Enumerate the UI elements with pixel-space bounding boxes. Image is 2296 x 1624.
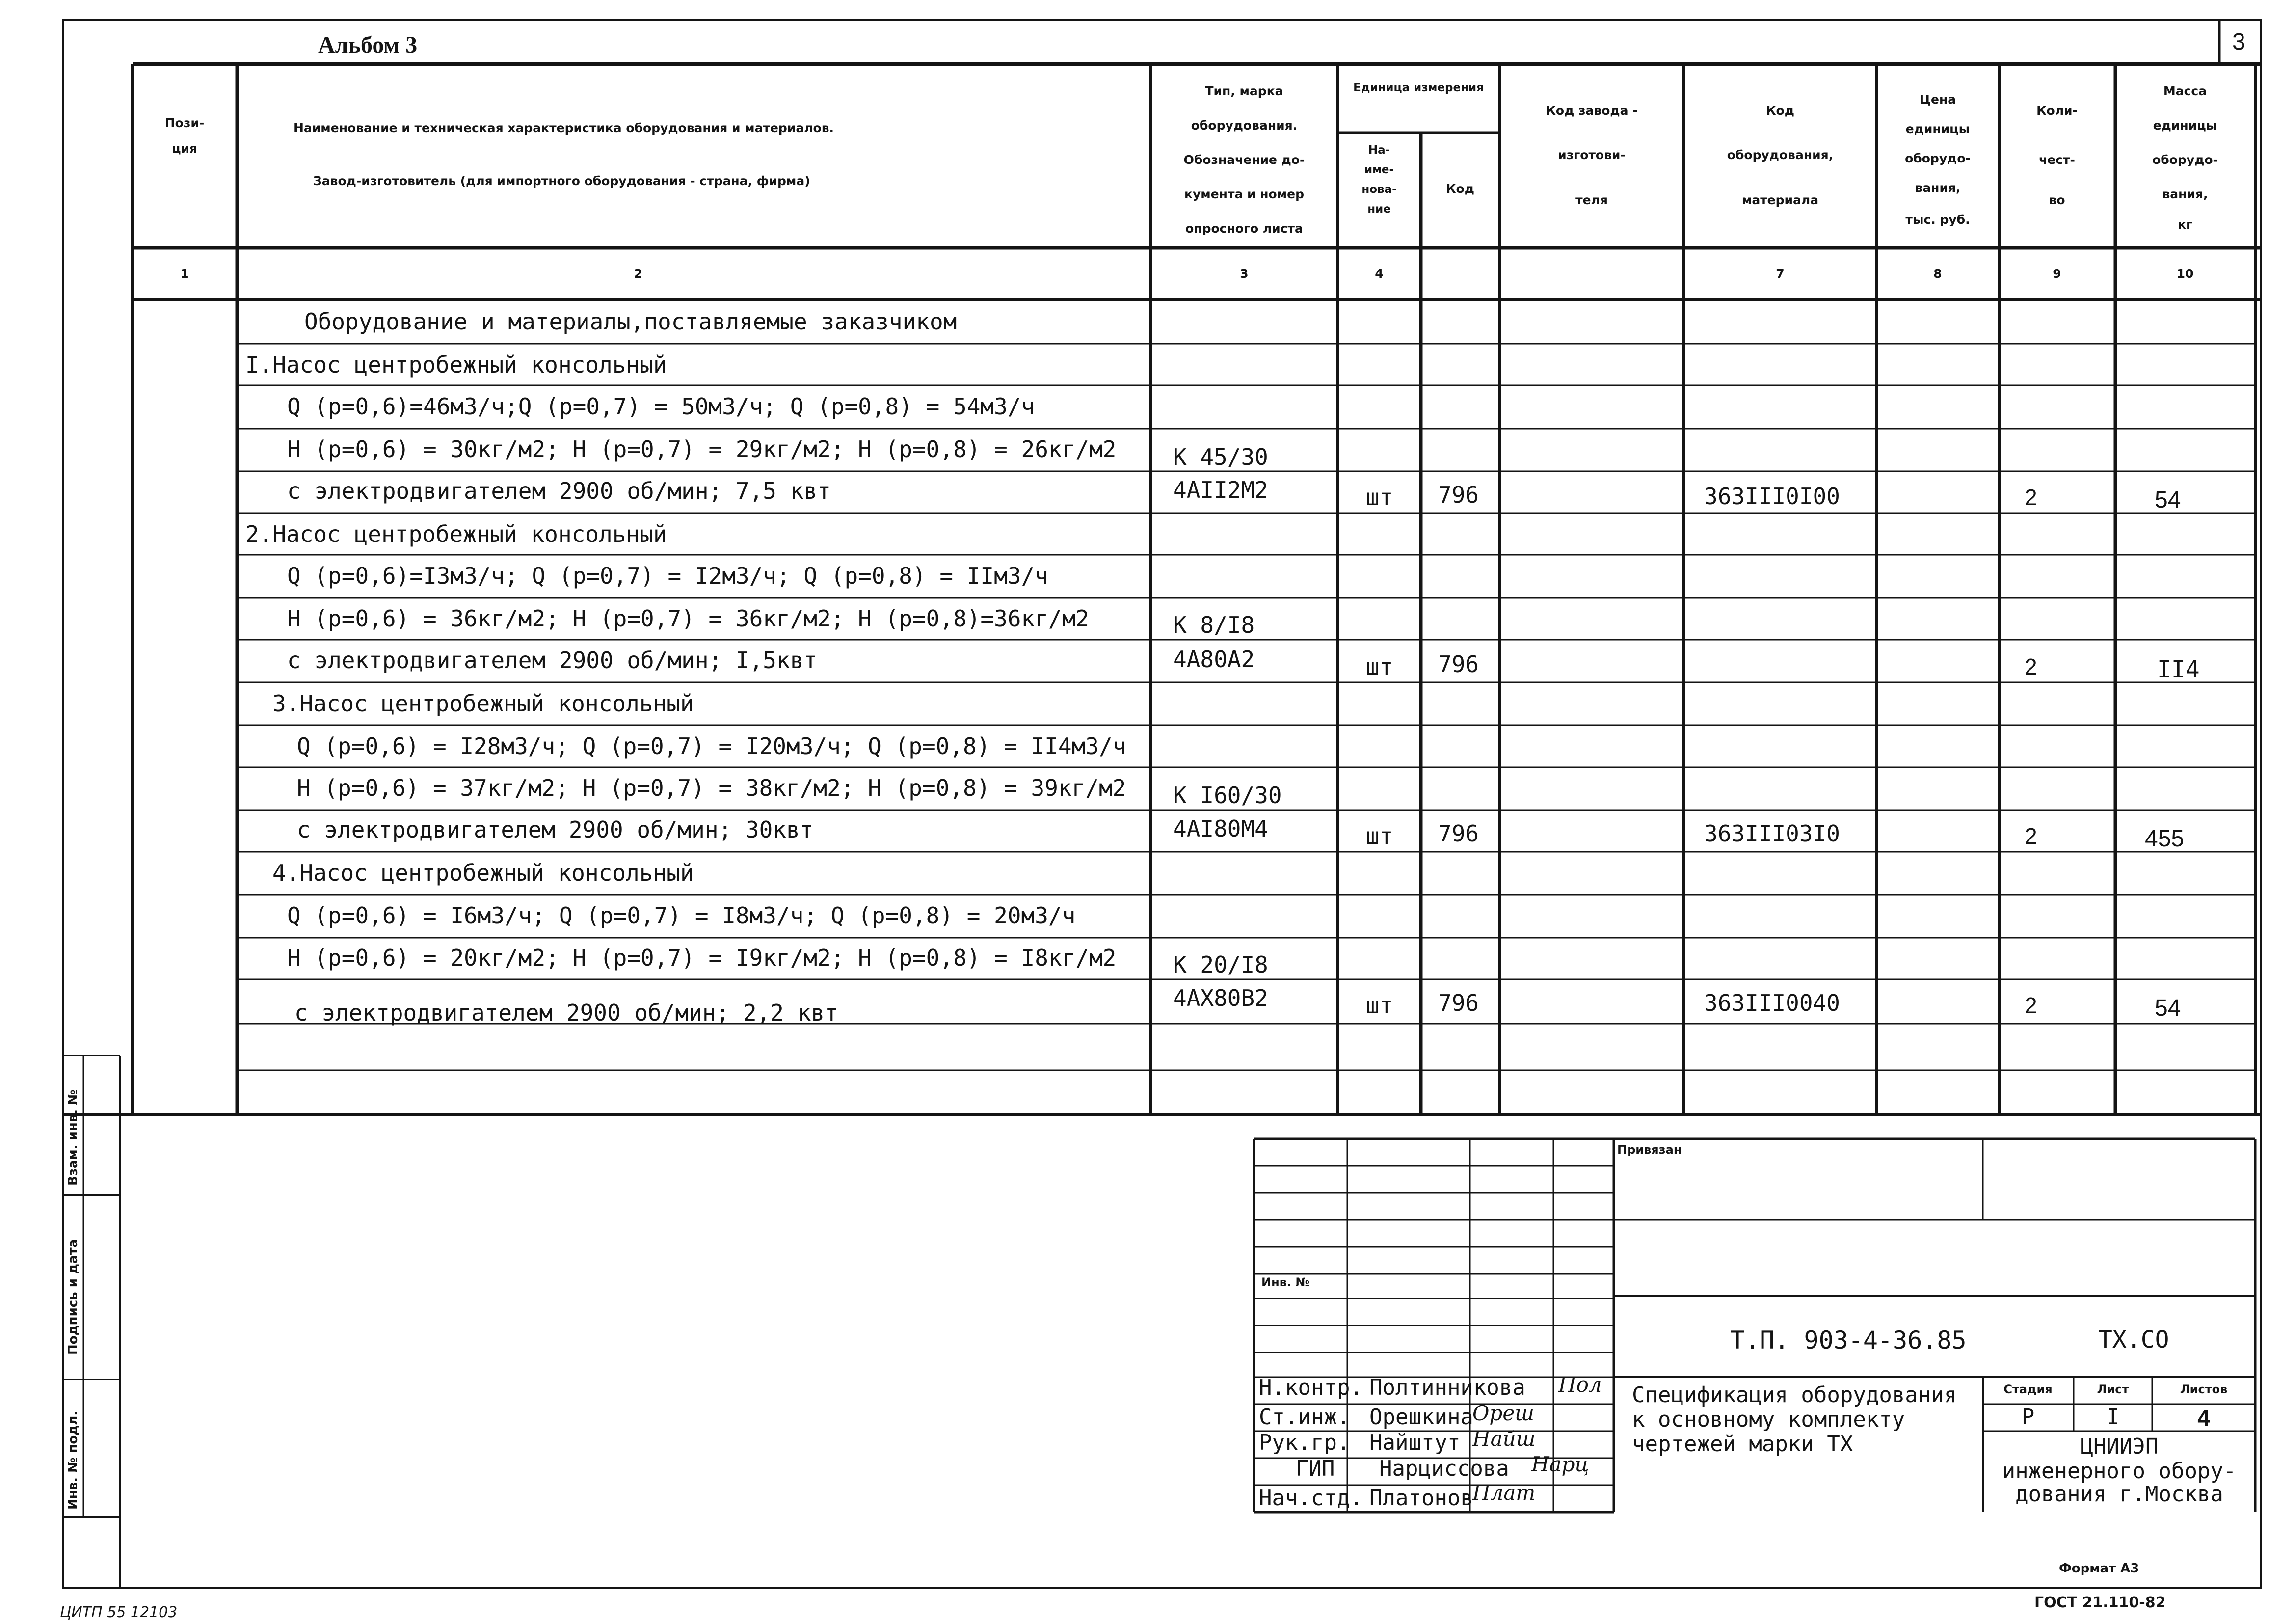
row-qty: 2 xyxy=(2025,654,2037,679)
colnum-2: 2 xyxy=(634,267,642,281)
header-qty-3: во xyxy=(2049,193,2065,207)
row-name: Н (р=0,6) = 36кг/м2; Н (р=0,7) = 36кг/м2; Н (р=0,8)=36кг/м2 xyxy=(287,605,1089,632)
colnum-3: 3 xyxy=(1240,267,1249,281)
stamp-doc-number: Т.П. 903-4-36.85 xyxy=(1730,1326,1967,1354)
stamp-title-3: чертежей марки ТХ xyxy=(1632,1432,1853,1457)
row-name: с электродвигателем 2900 об/мин; I,5квт xyxy=(287,647,818,674)
header-price-5: тыс. руб. xyxy=(1905,213,1970,227)
header-unit-code: Код xyxy=(1446,182,1474,196)
row-name: Q (р=0,6) = I6м3/ч; Q (р=0,7) = I8м3/ч; Q (р=0,8) = 20м3/ч xyxy=(287,902,1076,929)
row-equip-code: 363III0I00 xyxy=(1704,483,1840,510)
stamp-doc-mark: ТХ.СО xyxy=(2098,1326,2169,1353)
row-qty: 2 xyxy=(2025,993,2037,1018)
header-equip-2: оборудования, xyxy=(1727,148,1834,162)
header-type-1: Тип, марка xyxy=(1205,84,1283,98)
stamp-sheet-value: I xyxy=(2106,1405,2120,1430)
stamp-inv-number: Инв. № xyxy=(1261,1275,1310,1289)
header-mass-1: Масса xyxy=(2163,84,2207,98)
staff-signature: Пол xyxy=(1558,1373,1602,1397)
stamp-title-1: Спецификация оборудования xyxy=(1632,1382,1957,1407)
row-unit: шт xyxy=(1366,653,1393,680)
row-type: К I60/30 xyxy=(1173,782,1282,809)
stamp-sheets-value: 4 xyxy=(2197,1405,2210,1431)
row-mass: 455 xyxy=(2145,826,2185,852)
header-type-3: Обозначение до- xyxy=(1183,153,1305,167)
album-label: Альбом 3 xyxy=(318,32,418,58)
header-price-1: Цена xyxy=(1919,92,1956,107)
header-equip-3: материала xyxy=(1741,193,1819,207)
colnum-4: 4 xyxy=(1375,267,1384,281)
row-unit: шт xyxy=(1366,992,1393,1019)
stamp-org-1: ЦНИИЭП xyxy=(2080,1434,2159,1459)
row-name: 4.Насос центробежный консольный xyxy=(272,860,694,886)
row-name: Q (р=0,6)=46м3/ч;Q (р=0,7) = 50м3/ч; Q (р=0,8) = 54м3/ч xyxy=(287,393,1035,420)
row-name: с электродвигателем 2900 об/мин; 30квт xyxy=(297,816,814,843)
staff-name: Нарциссова xyxy=(1379,1456,1509,1481)
staff-name: Орешкина xyxy=(1369,1405,1473,1430)
staff-role: Ст.инж. xyxy=(1259,1405,1350,1430)
side-label-replaced-inv: Взам. инв. № xyxy=(66,1089,80,1186)
header-name-line1: Наименование и техническая характеристика оборудования и материалов. xyxy=(294,121,834,135)
stamp-stage-value: Р xyxy=(2021,1405,2035,1430)
stamp-privyazan: Привязан xyxy=(1617,1143,1682,1157)
colnum-1: 1 xyxy=(180,267,189,281)
header-factory-3: теля xyxy=(1575,193,1608,207)
row-type: 4АХ80В2 xyxy=(1173,985,1268,1011)
side-label-original-inv: Инв. № подл. xyxy=(66,1410,80,1510)
stamp-sheet-label: Лист xyxy=(2097,1382,2129,1396)
colnum-9: 9 xyxy=(2053,267,2061,281)
row-name: 2.Насос центробежный консольный xyxy=(245,521,667,547)
footer-format: Формат А3 xyxy=(2059,1561,2139,1576)
header-position-2: ция xyxy=(171,141,198,156)
header-unit-name-3: нова- xyxy=(1362,183,1397,196)
header-type-5: опросного листа xyxy=(1185,221,1303,236)
colnum-8: 8 xyxy=(1933,267,1942,281)
row-name: Q (р=0,6)=I3м3/ч; Q (р=0,7) = I2м3/ч; Q (р=0,8) = IIм3/ч xyxy=(287,563,1048,589)
row-type: К 45/30 xyxy=(1173,444,1268,470)
header-qty-1: Коли- xyxy=(2036,104,2078,118)
row-name: Н (р=0,6) = 20кг/м2; Н (р=0,7) = I9кг/м2; Н (р=0,8) = I8кг/м2 xyxy=(287,945,1117,971)
row-name: с электродвигателем 2900 об/мин; 2,2 квт xyxy=(294,1000,838,1026)
footer-cipher: ЦИТП 55 12103 xyxy=(60,1604,178,1621)
side-label-signature-date: Подпись и дата xyxy=(66,1239,80,1355)
row-name: с электродвигателем 2900 об/мин; 7,5 квт xyxy=(287,478,831,504)
staff-signature: Плат xyxy=(1472,1481,1536,1505)
staff-signature: Найш xyxy=(1472,1427,1536,1451)
row-mass: 54 xyxy=(2155,995,2181,1021)
row-type: 4АI80М4 xyxy=(1173,815,1268,842)
row-type: 4А80А2 xyxy=(1173,646,1255,673)
header-mass-5: кг xyxy=(2177,217,2193,232)
header-qty-2: чест- xyxy=(2039,153,2075,167)
stamp-title-2: к основному комплекту xyxy=(1632,1407,1905,1432)
row-unit: шт xyxy=(1366,484,1393,511)
header-unit-name-4: ние xyxy=(1367,203,1391,216)
row-type: К 20/I8 xyxy=(1173,951,1268,978)
staff-name: Найштут xyxy=(1369,1430,1461,1455)
row-name: Оборудование и материалы,поставляемые заказчиком xyxy=(304,308,957,335)
staff-role: ГИП xyxy=(1296,1456,1335,1481)
row-name: Н (р=0,6) = 30кг/м2; Н (р=0,7) = 29кг/м2; Н (р=0,8) = 26кг/м2 xyxy=(287,436,1117,462)
colnum-7: 7 xyxy=(1776,267,1785,281)
header-unit: Единица измерения xyxy=(1353,81,1484,94)
row-code: 796 xyxy=(1438,990,1479,1016)
staff-role: Н.контр. xyxy=(1259,1375,1363,1400)
header-price-3: оборудо- xyxy=(1905,151,1971,165)
row-qty: 2 xyxy=(2025,485,2037,510)
footer-gost: ГОСТ 21.110-82 xyxy=(2034,1594,2166,1611)
stamp-org-2: инженерного обору- xyxy=(2002,1459,2237,1484)
row-mass: 54 xyxy=(2155,487,2181,513)
row-name: Q (р=0,6) = I28м3/ч; Q (р=0,7) = I20м3/ч; Q (р=0,8) = II4м3/ч xyxy=(297,733,1126,759)
row-equip-code: 363III03I0 xyxy=(1704,820,1840,847)
row-equip-code: 363III0040 xyxy=(1704,990,1840,1016)
staff-name: Полтинникова xyxy=(1369,1375,1525,1400)
row-unit: шт xyxy=(1366,823,1393,849)
colnum-10: 10 xyxy=(2176,267,2194,281)
header-price-2: единицы xyxy=(1905,122,1970,136)
row-code: 796 xyxy=(1438,651,1479,677)
header-mass-2: единицы xyxy=(2153,118,2217,133)
header-mass-4: вания, xyxy=(2162,187,2208,201)
staff-signature: Ореш xyxy=(1472,1401,1534,1425)
stamp-sheets-label: Листов xyxy=(2180,1382,2228,1396)
stamp-stage-label: Стадия xyxy=(2003,1382,2053,1396)
sheet-corner-number: 3 xyxy=(2232,29,2245,55)
header-name-line2: Завод-изготовитель (для импортного оборудования - страна, фирма) xyxy=(313,174,810,188)
staff-signature: Нарц xyxy=(1531,1452,1589,1476)
row-name: I.Насос центробежный консольный xyxy=(245,352,667,378)
header-factory-1: Код завода - xyxy=(1546,104,1638,118)
row-qty: 2 xyxy=(2025,823,2037,849)
row-code: 796 xyxy=(1438,482,1479,508)
staff-name: Платонов xyxy=(1369,1486,1473,1511)
header-equip-1: Код xyxy=(1766,104,1794,118)
staff-role: Рук.гр. xyxy=(1259,1430,1350,1455)
row-type: 4АII2М2 xyxy=(1173,477,1268,503)
row-name: Н (р=0,6) = 37кг/м2; Н (р=0,7) = 38кг/м2; Н (р=0,8) = 39кг/м2 xyxy=(297,775,1126,801)
staff-role: Нач.стд. xyxy=(1259,1486,1363,1511)
stamp-org-3: дования г.Москва xyxy=(2015,1482,2223,1507)
header-unit-name-2: име- xyxy=(1364,163,1394,176)
header-type-4: кумента и номер xyxy=(1184,187,1304,201)
row-type: К 8/I8 xyxy=(1173,612,1255,638)
row-mass: II4 xyxy=(2157,656,2200,683)
header-unit-name-1: На- xyxy=(1368,144,1390,157)
header-mass-3: оборудо- xyxy=(2152,153,2218,167)
row-name: 3.Насос центробежный консольный xyxy=(272,690,694,717)
header-price-4: вания, xyxy=(1915,181,1961,195)
header-factory-2: изготови- xyxy=(1558,148,1626,162)
header-position-1: Пози- xyxy=(164,116,205,130)
row-code: 796 xyxy=(1438,820,1479,847)
header-type-2: оборудования. xyxy=(1191,118,1298,133)
